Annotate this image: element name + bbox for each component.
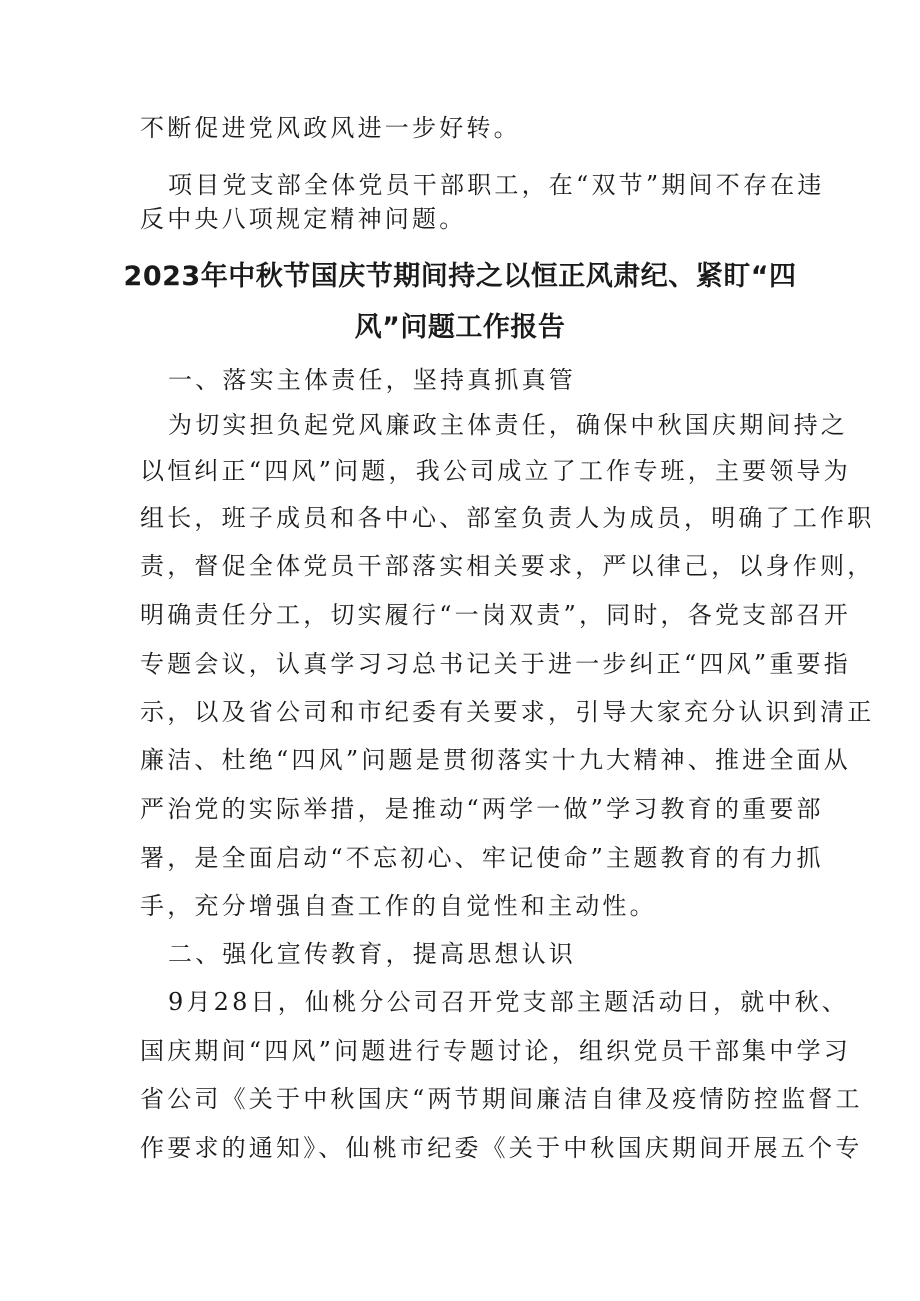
section1-heading: 一、落实主体责任，坚持真抓真管: [168, 366, 576, 394]
section1-line-4: 责，督促全体党员干部落实相关要求，严以律己，以身作则，: [140, 552, 875, 580]
section1-line-5: 明确责任分工，切实履行“一岗双责”，同时，各党支部召开: [140, 601, 851, 629]
section1-line-3: 组长，班子成员和各中心、部室负责人为成员，明确了工作职: [140, 504, 875, 532]
section2-line-2: 国庆期间“四风”问题进行专题讨论，组织党员干部集中学习: [140, 1037, 851, 1065]
section2-line-3: 省公司《关于中秋国庆“两节期间廉洁自律及疫情防控监督工: [140, 1085, 863, 1113]
section2-line-4: 作要求的通知》、仙桃市纪委《关于中秋国庆期间开展五个专: [140, 1134, 863, 1162]
section1-line-11: 手，充分增强自查工作的自觉性和主动性。: [140, 892, 657, 920]
section2-line-1: 9月28日，仙桃分公司召开党支部主题活动日，就中秋、: [168, 988, 850, 1016]
section1-line-9: 严治党的实际举措，是推动“两学一做”学习教育的重要部: [140, 795, 824, 823]
intro-line-2: 项目党支部全体党员干部职工，在“双节”期间不存在违: [168, 171, 825, 199]
intro-line-3: 反中央八项规定精神问题。: [140, 205, 467, 233]
section1-line-1: 为切实担负起党风廉政主体责任，确保中秋国庆期间持之: [168, 411, 848, 439]
section1-line-8: 廉洁、杜绝“四风”问题是贯彻落实十九大精神、推进全面从: [140, 746, 851, 774]
report-title-line-2: 风”问题工作报告: [354, 312, 566, 343]
section1-line-2: 以恒纠正“四风”问题，我公司成立了工作专班，主要领导为: [140, 457, 851, 485]
section1-line-6: 专题会议，认真学习习总书记关于进一步纠正“四风”重要指: [140, 650, 851, 678]
intro-line-1: 不断促进党风政风进一步好转。: [140, 114, 521, 142]
report-title-line-1: 2023年中秋节国庆节期间持之以恒正风肃纪、紧盯“四: [123, 261, 797, 292]
section1-line-10: 署，是全面启动“不忘初心、牢记使命”主题教育的有力抓: [140, 844, 824, 872]
section2-heading: 二、强化宣传教育，提高思想认识: [168, 940, 576, 968]
section1-line-7: 示，以及省公司和市纪委有关要求，引导大家充分认识到清正: [140, 698, 875, 726]
